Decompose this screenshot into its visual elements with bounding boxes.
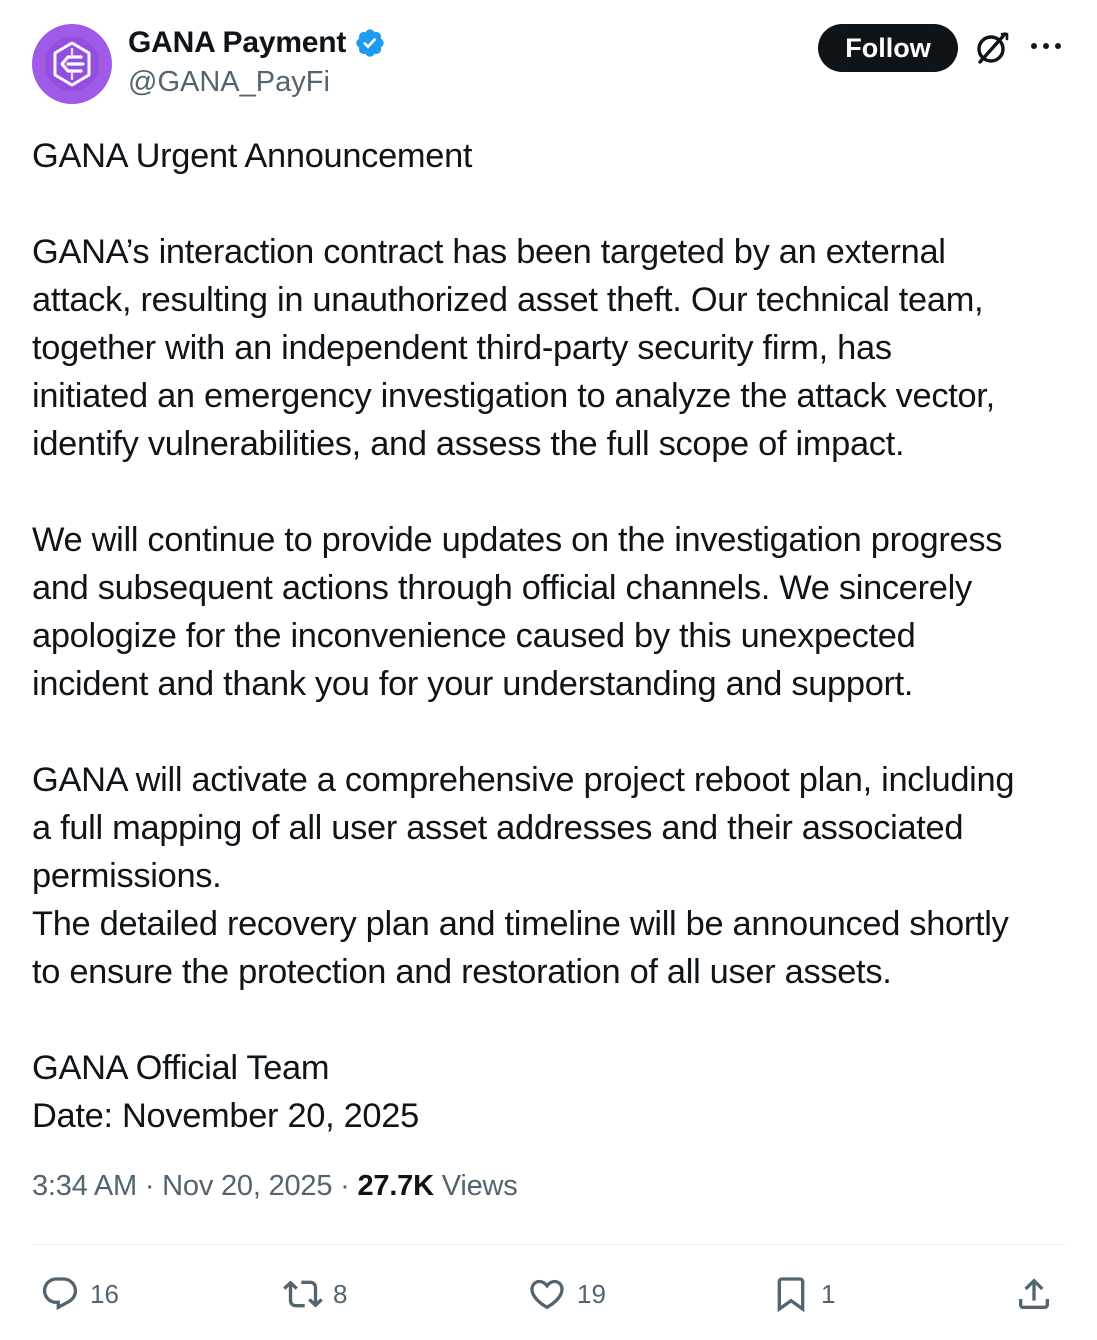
tweet-line: Date: November 20, 2025 (32, 1097, 419, 1135)
author-name-row[interactable] (128, 26, 386, 60)
tweet-blank-line (32, 468, 1072, 516)
tweet-line: attack, resulting in unauthorized asset theft. Our technical team, (32, 281, 984, 319)
divider (32, 1244, 1065, 1245)
tweet-line: and subsequent actions through official channels. We sincerely (32, 569, 972, 607)
like-button[interactable] (527, 1274, 606, 1314)
repost-count: 8 (333, 1278, 348, 1309)
tweet-line: permissions. (32, 857, 222, 895)
bookmark-button[interactable] (771, 1274, 835, 1314)
repost-icon (283, 1274, 323, 1314)
tweet-meta (32, 1170, 518, 1203)
tweet-line: incident and thank you for your understanding and support. (32, 665, 914, 703)
share-icon (1014, 1274, 1054, 1314)
views-label: Views (433, 1170, 518, 1202)
tweet-line: apologize for the inconvenience caused by this unexpected (32, 617, 916, 655)
tweet-line: GANA’s interaction contract has been targeted by an external (32, 233, 946, 271)
tweet-line: GANA will activate a comprehensive project reboot plan, including (32, 761, 1015, 799)
tweet-line: identify vulnerabilities, and assess the full scope of impact. (32, 425, 905, 463)
tweet-line: GANA Official Team (32, 1049, 330, 1087)
grok-icon[interactable] (972, 28, 1012, 68)
share-button[interactable] (1014, 1274, 1054, 1314)
heart-icon (527, 1274, 567, 1314)
avatar[interactable] (32, 24, 112, 104)
tweet-text (32, 132, 1072, 1140)
like-count: 19 (577, 1278, 606, 1309)
reply-icon (40, 1274, 80, 1314)
more-icon[interactable] (1028, 36, 1064, 56)
meta-separator: · (332, 1170, 358, 1202)
meta-separator: · (137, 1170, 163, 1202)
tweet-date[interactable]: Nov 20, 2025 (162, 1170, 333, 1202)
tweet-line: GANA Urgent Announcement (32, 137, 473, 175)
tweet-blank-line (32, 180, 1072, 228)
gana-logo-icon (43, 35, 101, 93)
bookmark-count: 1 (821, 1278, 836, 1309)
tweet-blank-line (32, 708, 1072, 756)
reply-count: 16 (90, 1278, 119, 1309)
tweet-line: The detailed recovery plan and timeline will be announced shortly (32, 905, 1009, 943)
follow-button[interactable]: Follow (818, 24, 958, 72)
tweet-blank-line (32, 996, 1072, 1044)
tweet-line: together with an independent third-party security firm, has (32, 329, 892, 367)
display-name[interactable]: GANA Payment (128, 26, 347, 59)
repost-button[interactable] (283, 1274, 347, 1314)
views-count: 27.7K (357, 1170, 434, 1202)
verified-badge-icon (354, 27, 386, 59)
tweet-line: initiated an emergency investigation to analyze the attack vector, (32, 377, 995, 415)
tweet-line: We will continue to provide updates on the investigation progress (32, 521, 1003, 559)
tweet-line: a full mapping of all user asset addresses and their associated (32, 809, 964, 847)
reply-button[interactable] (40, 1274, 119, 1314)
tweet-time[interactable]: 3:34 AM (32, 1170, 137, 1202)
author-handle[interactable]: @GANA_PayFi (128, 66, 330, 98)
tweet-line: to ensure the protection and restoration of all user assets. (32, 953, 892, 991)
bookmark-icon (771, 1274, 811, 1314)
